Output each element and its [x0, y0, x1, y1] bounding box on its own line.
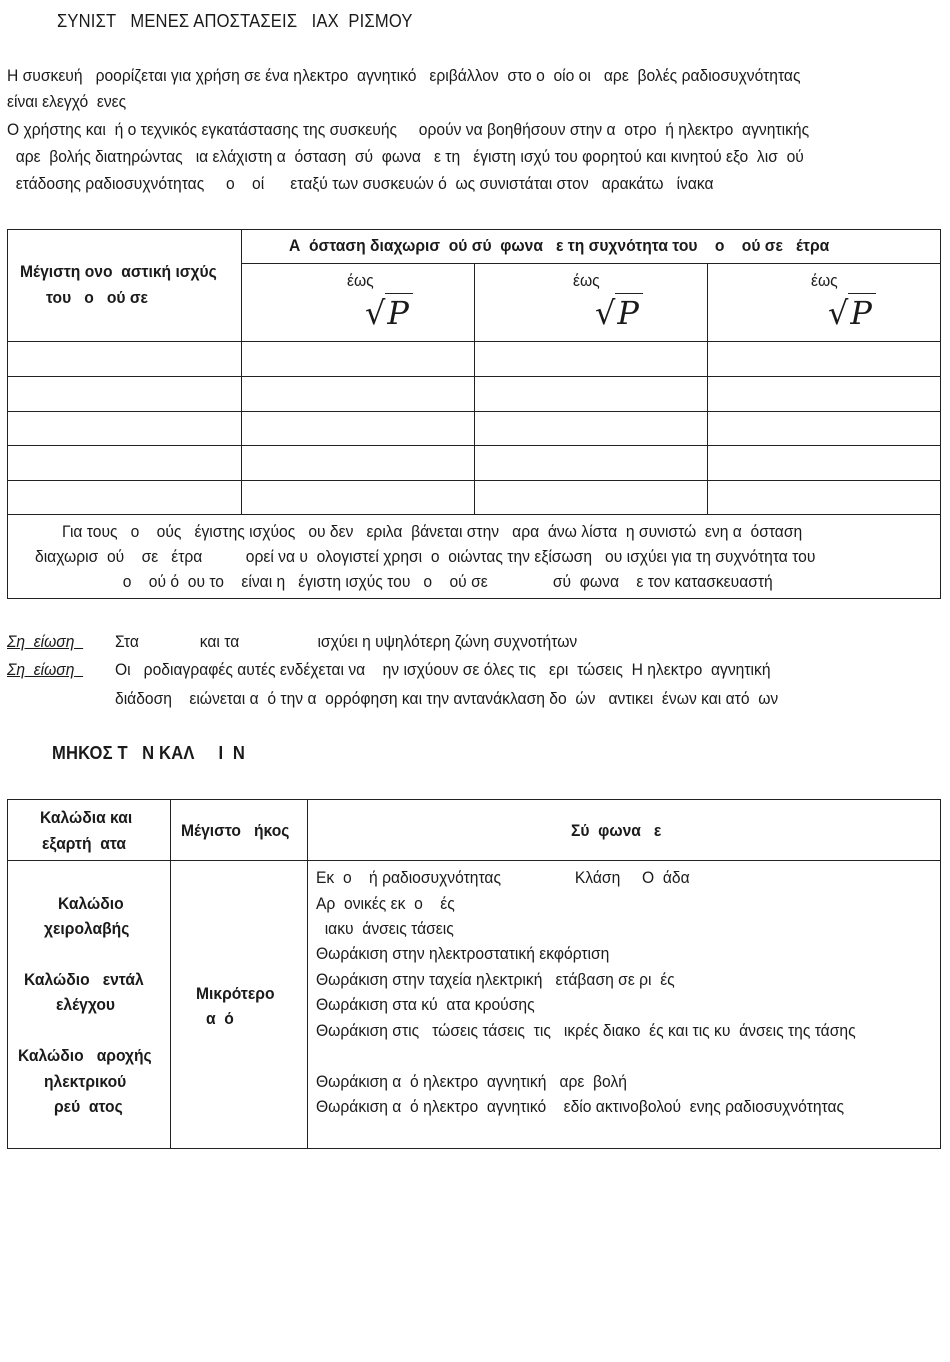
table-footnote-line-2: διαχωρισ ού σε έτρα ορεί να υ ολογιστεί χρησι ο οιώντας την εξίσωση ου ισχύει για τη συχνότητα του — [35, 547, 816, 566]
compliance-item: Θωράκιση α ό ηλεκτρο αγνητικό εδίο ακτινοβολού ενης ραδιοσυχνότητας — [316, 1097, 845, 1116]
max-length-line-2: α ό — [206, 1009, 234, 1028]
section-title-distances: ΣΥΝΙΣΤ ΜΕΝΕΣ ΑΠΟΣΤΑΣΕΙΣ ΙΑΧ ΡΙΣΜΟΥ — [57, 11, 413, 31]
separation-distance-table — [7, 229, 941, 599]
note-2-text-line-2: διάδοση ειώνεται α ό την α ορρόφηση και την αντανάκλαση δο ών αντικει ένων και ατό ων — [115, 689, 779, 708]
header-max-length: Μέγιστο ήκος — [181, 821, 290, 840]
paragraph-environment-line-2: είναι ελεγχό ενες — [7, 92, 127, 111]
note-2-label: Ση είωση — [7, 660, 84, 679]
formula-sqrt-p-3: √P — [828, 294, 876, 332]
compliance-item: Αρ ονικές εκ ο ές — [316, 894, 455, 913]
header-cables-line-2: εξαρτή ατα — [42, 834, 127, 853]
cable-power-line-1: Καλώδιο αροχής — [18, 1046, 152, 1065]
cable-pedal-line-1: Καλώδιο εντάλ — [24, 970, 144, 989]
col-label-3: έως — [811, 271, 838, 290]
compliance-item: Θωράκιση στις τώσεις τάσεις τις ικρές διακο ές και τις κυ άνσεις της τάσης — [316, 1021, 856, 1040]
compliance-item: ιακυ άνσεις τάσεις — [316, 919, 454, 938]
header-max-power-line-2: του ο ού σε — [46, 288, 148, 307]
note-2-text-line-1: Οι ροδιαγραφές αυτές ενδέχεται να ην ισχύουν σε όλες τις ερι τώσεις Η ηλεκτρο αγνητική — [115, 660, 771, 679]
header-cables-line-1: Καλώδια και — [40, 808, 133, 827]
col-label-1: έως — [347, 271, 374, 290]
note-1-label: Ση είωση — [7, 632, 84, 651]
table-rule — [707, 263, 708, 515]
compliance-item: Θωράκιση α ό ηλεκτρο αγνητική αρε βολή — [316, 1072, 627, 1091]
compliance-item: Εκ ο ή ραδιοσυχνότητας Κλάση Ο άδα — [316, 868, 690, 887]
paragraph-user-line-2: αρε βολής διατηρώντας ια ελάχιστη α όσταση σύ φωνα ε τη έγιστη ισχύ του φορητού και κινητού εξο λισ ού — [7, 147, 804, 166]
cable-power-line-3: ρεύ ατος — [54, 1097, 123, 1116]
paragraph-environment-line-1: Η συσκευή ροορίζεται για χρήση σε ένα ηλεκτρο αγνητικό εριβάλλον στο ο οίο οι αρε βολές ραδιοσυχνότητας — [7, 66, 801, 85]
cable-length-table — [7, 799, 941, 1149]
cable-pedal-line-2: ελέγχου — [56, 995, 115, 1014]
section-title-cable-length: ΜΗΚΟΣ Τ Ν ΚΑΛ Ι Ν — [52, 743, 245, 763]
col-label-2: έως — [573, 271, 600, 290]
table-rule — [241, 263, 941, 264]
table-rule — [307, 800, 308, 1149]
table-footnote-line-3: ο ού ό ου το είναι η έγιστη ισχύς του ο ού σε σύ φωνα ε τον κατασκευαστή — [114, 572, 773, 591]
table-footnote-line-1: Για τους ο ούς έγιστης ισχύος ου δεν εριλα βάνεται στην αρα άνω λίστα η συνιστώ ενη α όσταση — [62, 522, 803, 541]
header-compliance: Σύ φωνα ε — [571, 821, 662, 840]
cable-handpiece-line-1: Καλώδιο — [58, 894, 124, 913]
formula-sqrt-p-1: √P — [365, 294, 413, 332]
cable-handpiece-line-2: χειρολαβής — [44, 919, 130, 938]
compliance-item: Θωράκιση στην ταχεία ηλεκτρική ετάβαση σε ρι ές — [316, 970, 675, 989]
compliance-item: Θωράκιση στα κύ ατα κρούσης — [316, 995, 535, 1014]
header-max-power-line-1: Μέγιστη ονο αστική ισχύς — [20, 262, 217, 281]
note-1-text: Στα και τα ισχύει η υψηλότερη ζώνη συχνοτήτων — [115, 632, 578, 651]
max-length-line-1: Μικρότερο — [196, 984, 275, 1003]
header-separation-distance: Α όσταση διαχωρισ ού σύ φωνα ε τη συχνότητα του ο ού σε έτρα — [289, 236, 830, 255]
table-rule — [8, 860, 941, 861]
paragraph-user-line-3: ετάδοσης ραδιοσυχνότητας ο οί εταξύ των συσκευών ό ως συνιστάται στον αρακάτω ίνακα — [7, 174, 714, 193]
formula-sqrt-p-2: √P — [595, 294, 643, 332]
compliance-item: Θωράκιση στην ηλεκτροστατική εκφόρτιση — [316, 944, 610, 963]
paragraph-user-line-1: Ο χρήστης και ή ο τεχνικός εγκατάστασης της συσκευής ορούν να βοηθήσουν στην α οτρο ή ηλεκτρο αγνητικής — [7, 120, 810, 139]
cable-power-line-2: ηλεκτρικού — [44, 1072, 127, 1091]
table-rule — [170, 800, 171, 1149]
table-rule — [474, 263, 475, 515]
table-rule — [241, 230, 242, 515]
